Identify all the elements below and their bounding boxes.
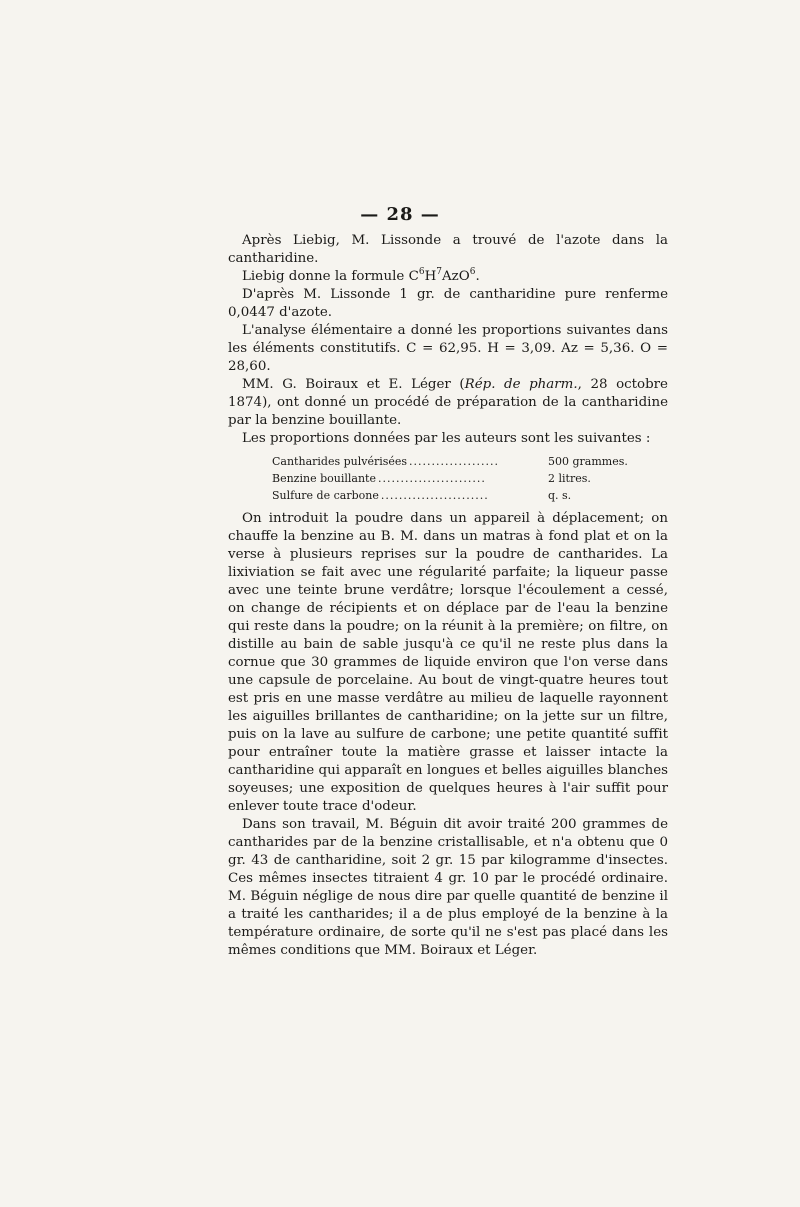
page-body [228,232,668,960]
recipe-item: Cantharides pulvérisées [272,455,408,468]
paragraph-5-start: MM. G. Boiraux et E. Léger ( [242,377,465,392]
recipe-row [272,453,628,470]
paragraph-7: On introduit la poudre dans un appareil à déplacement; on chauffe la benzine au B. M. dans un matras à fond plat et on la verse à plusieurs reprises sur la poudre de cantharides. La lixiviation se fait avec une régularité parfaite; la liqueur passe avec une teinte brune verdâtre; lorsque l'écoulement a cessé, on change de récipients et on déplace par de l'eau la benzine qui reste dans la poudre; on la réunit à la première; on filtre, on distille au bain de sable jusqu'à ce qu'il ne reste plus dans la cornue que 30 grammes de liquide environ que l'on verse dans une capsule de porcelaine. Au bout de vingt-quatre heures tout est pris en une masse verdâtre au milieu de laquelle rayonnent les aiguilles brillantes de cantharidine; on la jette sur un filtre, puis on la lave au sulfure de carbone; une petite quantité suffit pour entraîner toute la matière grasse et laisser intacte la cantharidine qui apparaît en longues et belles aiguilles blanches soyeuses; une exposition de quelques heures à l'air suffit pour enlever toute trace d'odeur. [228,511,668,814]
paragraph-6: Les proportions données par les auteurs sont les suivantes : [242,431,651,446]
recipe-item: Sulfure de carbone [272,489,379,502]
recipe-leader: ........................ [380,489,489,502]
recipe-row [272,470,622,487]
recipe-quantity: q. s. [548,489,572,502]
recipe-table [272,453,628,504]
paragraph-1: Après Liebig, M. Lissonde a trouvé de l'azote dans la cantharidine. [228,233,668,266]
paragraph-8: Dans son travail, M. Béguin dit avoir traité 200 grammes de cantharides par de la benzine cristallisable, et n'a obtenu que 0 gr. 43 de cantharidine, soit 2 gr. 15 par kilogramme d'insectes. Ces mêmes insectes titraient 4 gr. 10 par le procédé ordinaire. M. Béguin néglige de nous dire par quelle quantité de benzine il a traité les cantharides; il a de plus employé de la benzine à la température ordinaire, de sorte qu'il ne s'est pas placé dans les mêmes conditions que MM. Boiraux et Léger. [228,817,668,958]
paragraph-5-end: , 28 octobre 1874), ont donné un procédé de préparation de la cantharidine par la benzine bouillante. [228,377,668,428]
recipe-quantity: 500 grammes. [548,455,628,468]
formula-prefix: Liebig donne la formule C [242,269,419,284]
formula-h-sup: 7 [436,267,442,277]
formula-h: H [424,269,437,284]
paragraph-5 [228,376,668,430]
formula-az: AzO [441,269,470,284]
paragraph-4: L'analyse élémentaire a donné les proportions suivantes dans les éléments constitutifs. C = 62,95. H = 3,09. Az = 5,36. O = 28,60. [228,323,668,374]
recipe-leader: ........................ [377,472,486,485]
formula-az-sup: 6 [469,267,476,277]
paragraph-2-formula [228,268,668,286]
formula-c-sup: 6 [418,267,425,277]
formula-end: . [475,269,480,284]
recipe-item: Benzine bouillante [272,472,376,485]
recipe-leader: .................... [409,455,499,468]
paragraph-3: D'après M. Lissonde 1 gr. de cantharidine pure renferme 0,0447 d'azote. [228,287,668,320]
journal-reference: Rép. de pharm. [464,377,578,392]
recipe-quantity: 2 litres. [548,472,591,485]
recipe-row [272,487,622,504]
page-number: — 28 — [360,204,440,225]
